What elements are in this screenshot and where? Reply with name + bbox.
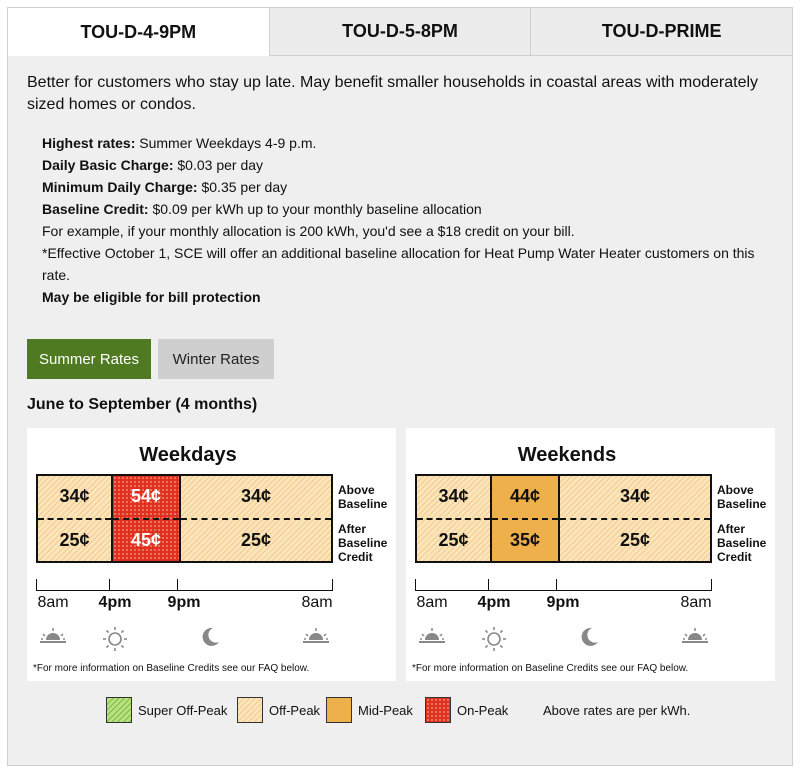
legend-label: Off-Peak — [269, 702, 321, 718]
rate-above-baseline: 34¢ — [181, 476, 331, 520]
sun-icon — [481, 626, 507, 652]
baseline-faq-note: *For more information on Baseline Credits see our FAQ below. — [33, 663, 310, 674]
weekdays-panel — [27, 428, 396, 681]
highest-rates-row — [42, 132, 762, 154]
bill-protection-text: May be eligible for bill protection — [42, 289, 261, 305]
daily-basic-label: Daily Basic Charge: — [42, 157, 174, 173]
min-daily-value: $0.35 per day — [201, 179, 288, 195]
legend-super-off-peak — [106, 694, 227, 726]
axis-tick — [556, 579, 557, 591]
rate-above-baseline: 44¢ — [492, 476, 558, 520]
super-off-peak-swatch — [106, 697, 132, 723]
plan-description: Better for customers who stay up late. May benefit smaller households in coastal areas with moderately sized homes or condos. — [27, 74, 759, 113]
daily-basic-value: $0.03 per day — [177, 157, 264, 173]
sunrise-icon — [301, 626, 331, 646]
sunrise-icon — [417, 626, 447, 646]
rate-after-baseline: 25¢ — [59, 529, 90, 550]
time-label: 9pm — [167, 594, 201, 611]
rate-after-baseline: 25¢ — [438, 529, 469, 550]
baseline-credit-value: $0.09 per kWh up to your monthly baseline allocation — [152, 201, 482, 217]
above-baseline-label: Above Baseline — [338, 483, 388, 511]
weekends-period-evening — [558, 476, 710, 561]
highest-rates-value: Summer Weekdays 4-9 p.m. — [139, 135, 317, 151]
effective-note: *Effective October 1, SCE will offer an additional baseline allocation for Heat Pump Water Heater customers on this rate. — [42, 245, 755, 283]
legend-on-peak — [425, 694, 508, 726]
time-label: 4pm — [477, 594, 511, 611]
weekdays-period-peak — [111, 476, 179, 561]
tab-tou-d-prime[interactable]: TOU-D-PRIME — [530, 8, 792, 56]
moon-icon — [578, 626, 600, 648]
weekends-rate-grid — [415, 474, 712, 563]
legend-label: On-Peak — [457, 702, 509, 718]
axis-tick — [711, 579, 712, 591]
rate-after-baseline: 25¢ — [240, 529, 272, 550]
time-label: 8am — [416, 594, 448, 611]
axis-tick — [177, 579, 178, 591]
weekends-period-peak — [490, 476, 558, 561]
sun-icon — [102, 626, 128, 652]
weekdays-rate-grid — [36, 474, 333, 563]
winter-rates-button[interactable]: Winter Rates — [158, 339, 274, 379]
axis-tick — [332, 579, 333, 591]
daily-basic-row — [42, 154, 762, 176]
mid-peak-swatch — [326, 697, 352, 723]
axis-tick — [109, 579, 110, 591]
legend-label: Super Off-Peak — [138, 702, 228, 718]
tab-tou-d-5-8pm[interactable]: TOU-D-5-8PM — [269, 8, 531, 56]
time-axis — [415, 579, 712, 591]
weekdays-period-evening — [179, 476, 331, 561]
axis-tick — [36, 579, 37, 591]
highest-rates-label: Highest rates: — [42, 135, 136, 151]
off-peak-swatch — [237, 697, 263, 723]
rate-after-baseline: 25¢ — [619, 529, 651, 550]
time-axis — [36, 579, 333, 591]
weekends-period-morning — [417, 476, 490, 561]
summer-rates-button[interactable]: Summer Rates — [27, 339, 151, 379]
weekdays-period-morning — [38, 476, 111, 561]
time-label: 8am — [37, 594, 69, 611]
rate-above-baseline: 34¢ — [417, 476, 490, 520]
rate-plan-widget — [7, 7, 793, 766]
after-baseline-label: After Baseline Credit — [717, 522, 767, 564]
time-label: 8am — [301, 594, 333, 611]
baseline-credit-label: Baseline Credit: — [42, 201, 149, 217]
rate-above-baseline: 34¢ — [38, 476, 111, 520]
rate-after-baseline: 35¢ — [509, 529, 541, 550]
rate-above-baseline: 54¢ — [113, 476, 179, 520]
plan-details — [42, 132, 762, 308]
weekdays-title: Weekdays — [139, 444, 237, 466]
season-label: June to September (4 months) — [27, 396, 258, 413]
above-baseline-label: Above Baseline — [717, 483, 767, 511]
min-daily-row — [42, 176, 762, 198]
baseline-faq-note: *For more information on Baseline Credits see our FAQ below. — [412, 663, 689, 674]
baseline-credit-row — [42, 198, 762, 220]
sunrise-icon — [680, 626, 710, 646]
baseline-example: For example, if your monthly allocation is 200 kWh, you'd see a $18 credit on your bill. — [42, 223, 575, 239]
legend-mid-peak — [326, 694, 413, 726]
tab-tou-d-4-9pm[interactable]: TOU-D-4-9PM — [8, 8, 269, 56]
rate-after-baseline: 45¢ — [130, 529, 162, 550]
axis-tick — [488, 579, 489, 591]
legend-label: Mid-Peak — [358, 702, 413, 718]
on-peak-swatch — [425, 697, 451, 723]
bill-protection — [42, 286, 762, 308]
time-label: 9pm — [546, 594, 580, 611]
legend-off-peak — [237, 694, 320, 726]
min-daily-label: Minimum Daily Charge: — [42, 179, 198, 195]
time-label: 8am — [680, 594, 712, 611]
weekends-panel — [406, 428, 775, 681]
rate-above-baseline: 34¢ — [560, 476, 710, 520]
axis-tick — [415, 579, 416, 591]
time-label: 4pm — [98, 594, 132, 611]
weekends-title: Weekends — [517, 444, 617, 466]
moon-icon — [199, 626, 221, 648]
plan-tabs — [8, 8, 792, 56]
legend-note: Above rates are per kWh. — [543, 702, 691, 718]
sunrise-icon — [38, 626, 68, 646]
after-baseline-label: After Baseline Credit — [338, 522, 388, 564]
